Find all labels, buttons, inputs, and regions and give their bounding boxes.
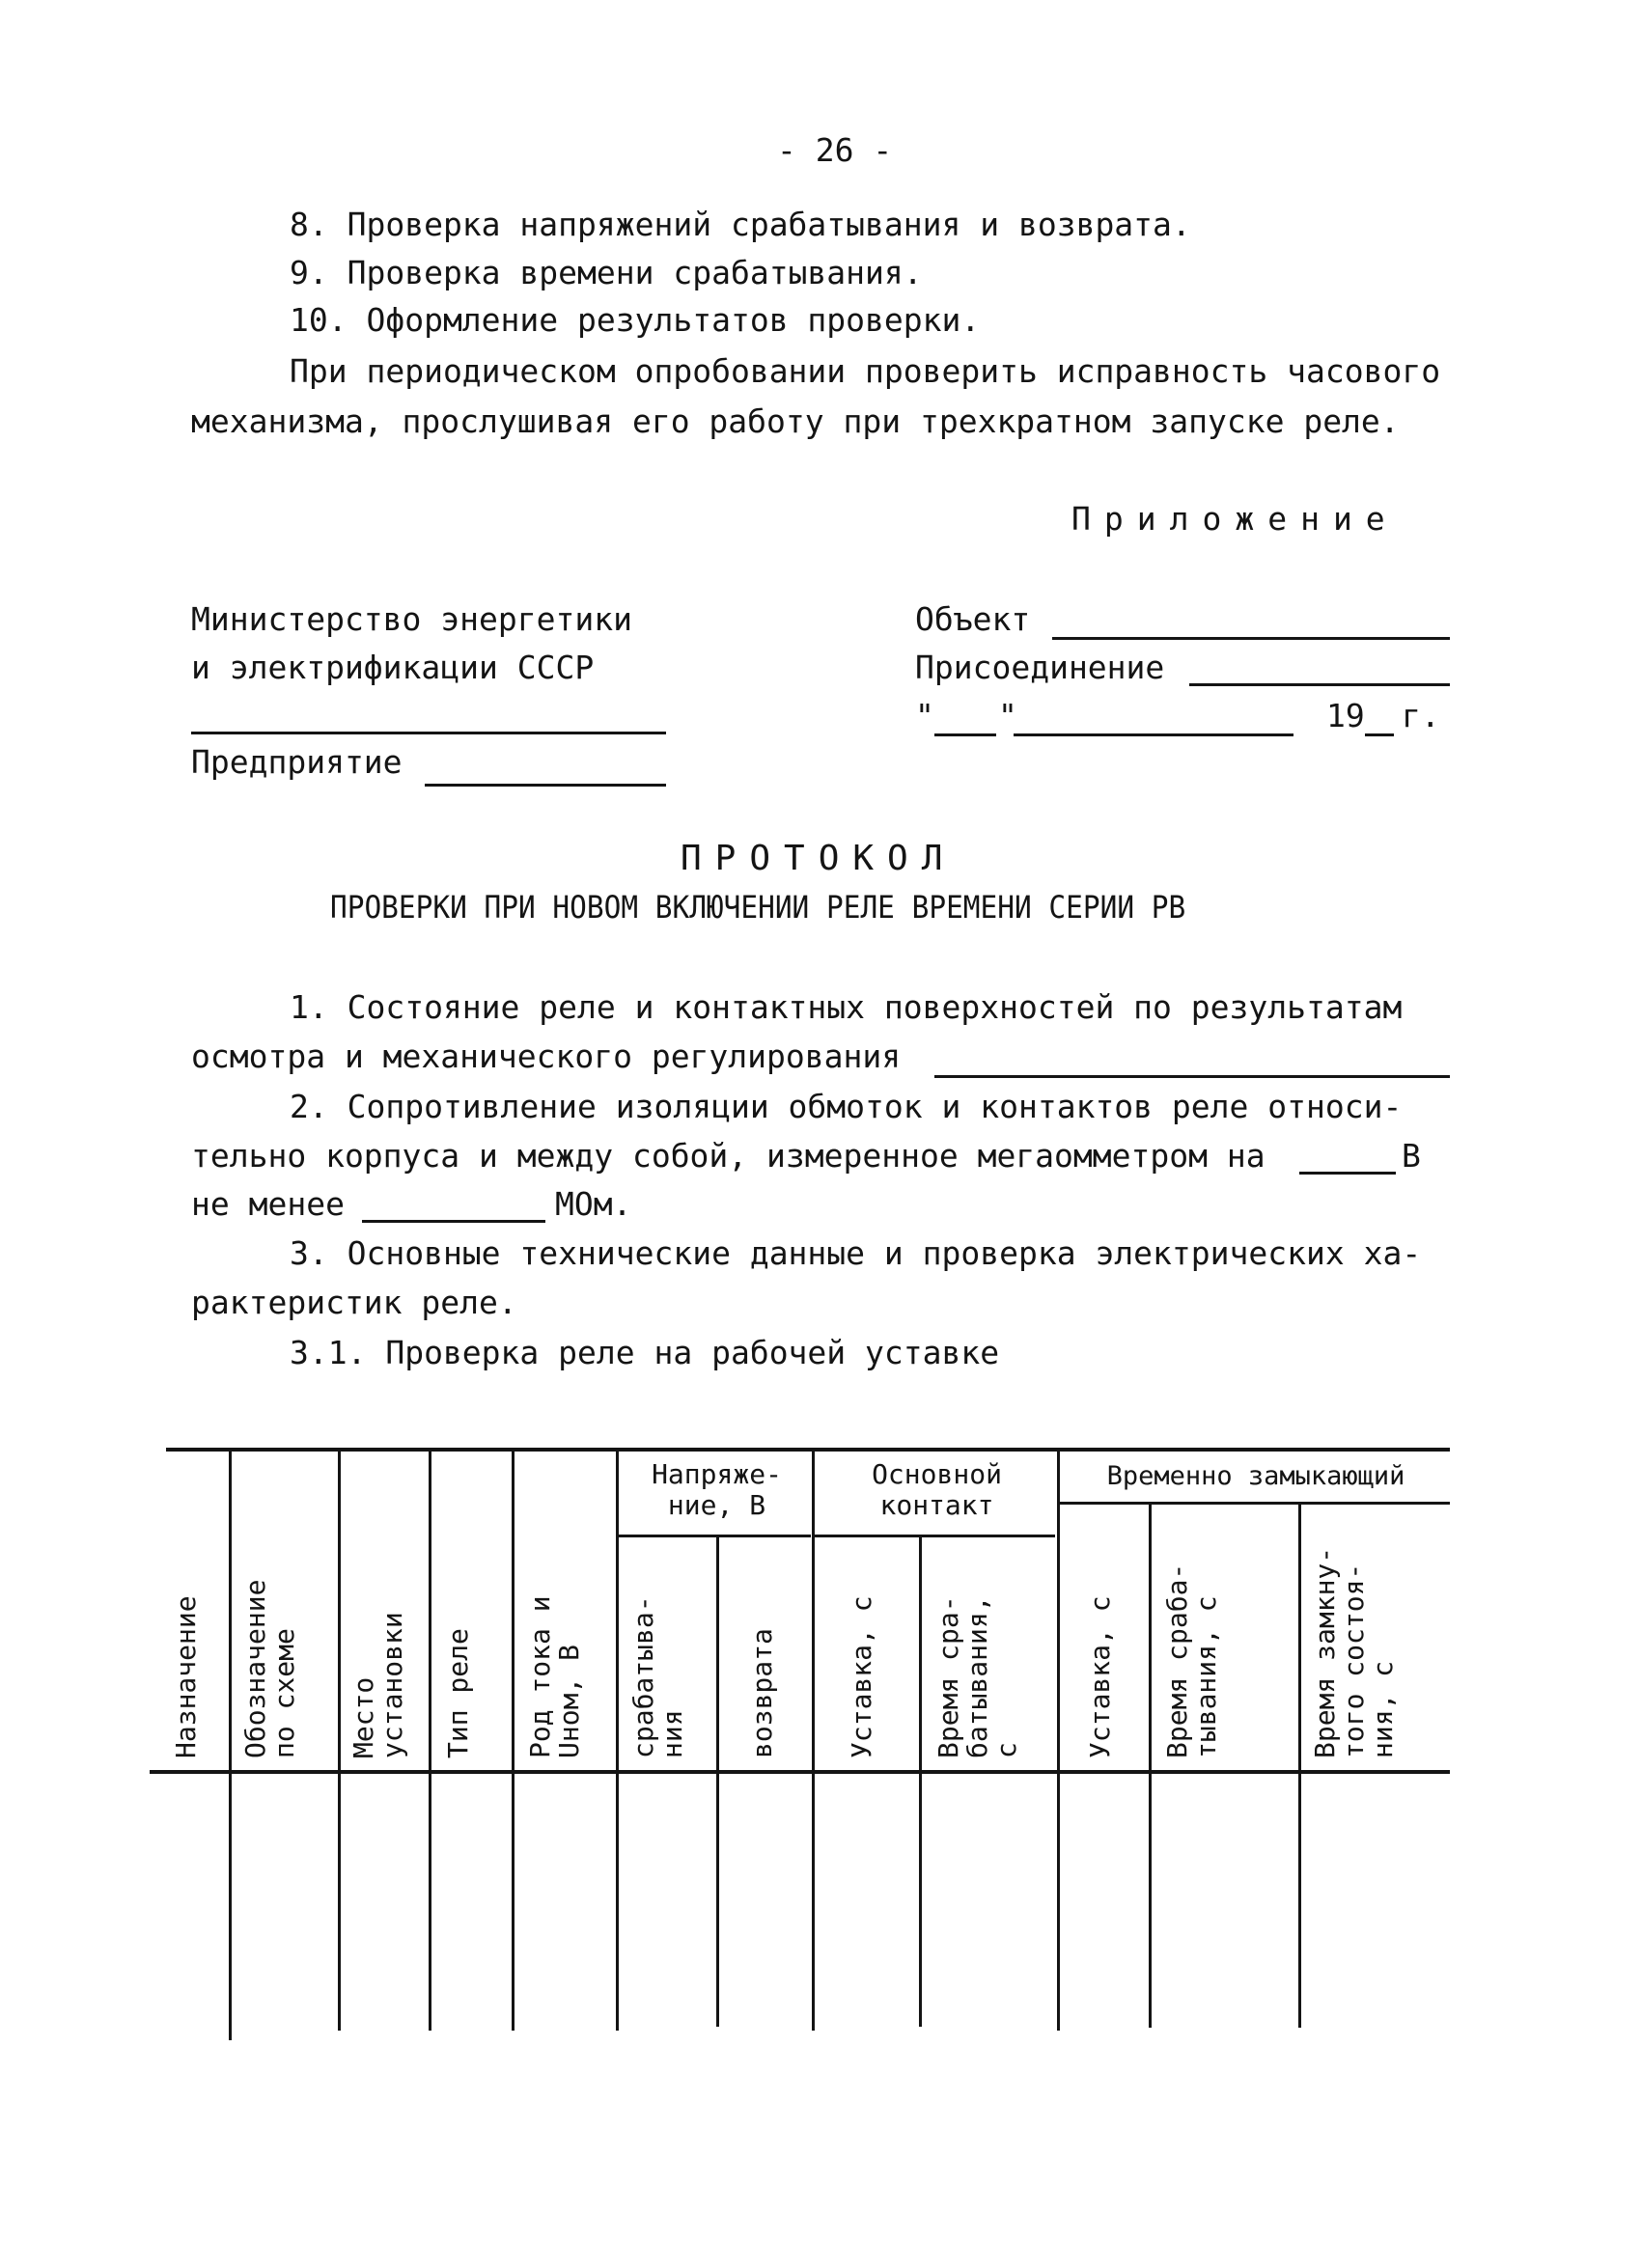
col-pickup-voltage: срабатыва- ния [627,1595,688,1758]
col-relay-type: Тип реле [442,1628,474,1758]
col-install-location: Место установки [348,1612,408,1758]
item2-voltage-blank [1299,1172,1396,1175]
col-divider [716,1535,719,2027]
step-10: 10. Оформление результатов проверки. [290,301,981,339]
date-year-blank [1365,733,1394,736]
col-divider [512,1452,515,2031]
time-closing-group-rule [1059,1502,1450,1505]
col-scheme-designation: Обозначение по схеме [239,1579,300,1758]
protocol-subtitle: ПРОВЕРКИ ПРИ НОВОМ ВКЛЮЧЕНИИ РЕЛЕ ВРЕМЕНИ СЕРИИ РВ [330,889,1186,926]
object-blank [1052,637,1450,640]
date-year-suffix: г. [1402,697,1440,734]
col-divider [338,1452,341,2031]
group-voltage: Напряже- ние, В [652,1458,782,1521]
col-divider [1149,1502,1152,2028]
col-divider [919,1535,922,2027]
col-current-type: Род тока и Uном, В [524,1595,585,1758]
item2-unit-mohm: МОм. [555,1185,632,1223]
item2-line2: тельно корпуса и между собой, измеренное мегаомметром на [191,1137,1266,1175]
item2-line3: не менее [191,1185,345,1223]
step-8: 8. Проверка напряжений срабатывания и возврата. [290,206,1191,243]
col-closed-state-time: Время замкну- того состоя- ния, с [1309,1546,1399,1758]
col-divider [429,1452,431,2031]
date-quote-close: " [998,697,1017,734]
col-main-setting: Уставка, с [846,1595,877,1758]
col-closing-operate-time: Время сраба- тывания, с [1161,1563,1222,1758]
enterprise-label: Предприятие [191,743,403,781]
table-header-rule [150,1770,1450,1774]
item1-blank [934,1075,1450,1078]
voltage-group-rule [618,1535,811,1537]
date-quote-open: " [915,697,934,734]
ministry-blank [191,732,666,734]
object-label: Объект [915,600,1031,638]
col-closing-setting: Уставка, с [1084,1595,1116,1758]
ministry-line1: Министерство энергетики [191,600,632,638]
periodic-check-line1: При периодическом опробовании проверить исправность часового [290,352,1441,390]
item1-line1: 1. Состояние реле и контактных поверхностей по результатам [290,988,1403,1026]
item2-line1: 2. Сопротивление изоляции обмоток и контактов реле относи- [290,1088,1403,1125]
date-year-prefix: 19 [1326,697,1365,734]
step-9: 9. Проверка времени срабатывания. [290,254,923,291]
col-purpose: Назначение [170,1595,202,1758]
col-divider [616,1452,619,2031]
item3-line1: 3. Основные технические данные и проверка электрических ха- [290,1234,1422,1272]
table-top-rule [166,1448,1450,1452]
col-main-operate-time: Время сра- батывания, с [932,1595,1022,1758]
item31: 3.1. Проверка реле на рабочей уставке [290,1334,1000,1371]
col-divider [229,1452,232,2040]
item2-resistance-blank [362,1220,545,1223]
ministry-line2: и электрификации СССР [191,649,595,686]
col-divider [1298,1502,1301,2028]
date-day-blank [934,733,996,736]
appendix-label: Приложение [1071,500,1399,538]
col-return-voltage: возврата [746,1628,778,1758]
main-contact-group-rule [814,1535,1055,1537]
page-number: - 26 - [777,131,893,169]
group-main-contact: Основной контакт [872,1458,1002,1521]
item3-line2: рактеристик реле. [191,1284,517,1321]
connection-blank [1189,683,1450,686]
connection-label: Присоединение [915,649,1165,686]
enterprise-blank [425,784,666,787]
col-divider [1057,1452,1060,2031]
group-time-closing: Временно замыкающий [1106,1461,1405,1491]
protocol-title: ПРОТОКОЛ [681,839,957,878]
item2-unit-v: В [1402,1137,1421,1175]
date-month-blank [1014,733,1293,736]
item1-line2: осмотра и механического регулирования [191,1037,902,1075]
periodic-check-line2: механизма, прослушивая его работу при трехкратном запуске реле. [191,402,1400,440]
col-divider [812,1452,815,2031]
